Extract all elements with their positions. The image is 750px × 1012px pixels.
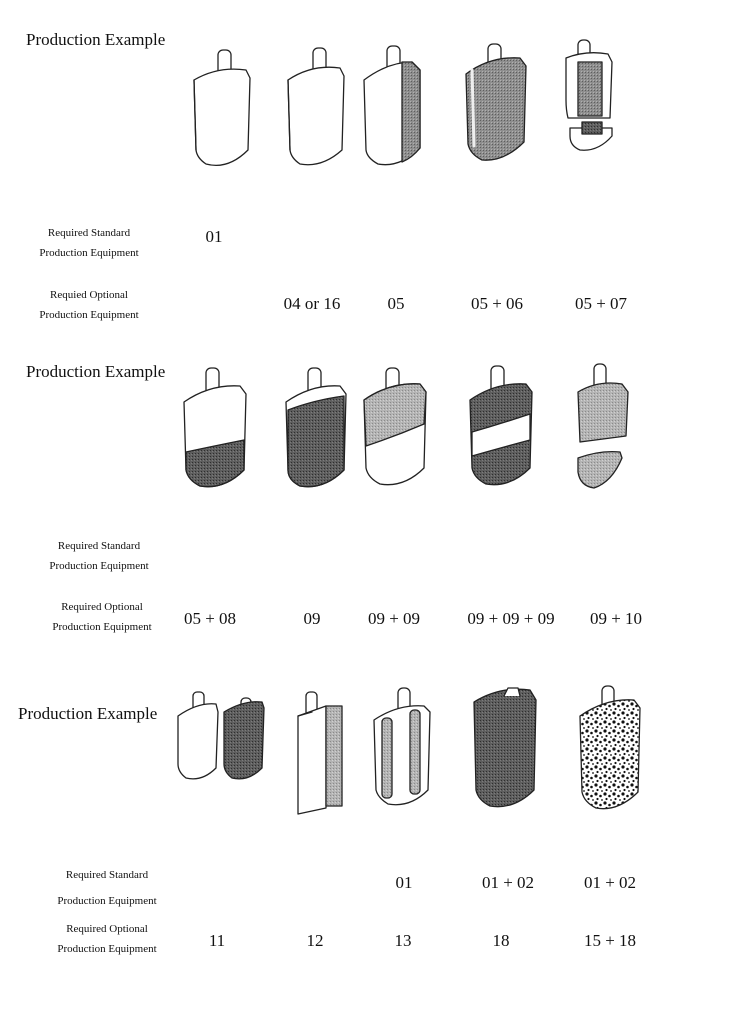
popsicle-illustration <box>374 688 430 805</box>
section-1-optional-label: Requied Optional Production Equipment <box>39 289 139 321</box>
section-3-standard-value: 01 + 02 <box>583 873 637 892</box>
popsicle-illustration <box>184 368 246 487</box>
section-3-standard-value: 01 + 02 <box>481 873 535 892</box>
popsicle-illustration <box>178 692 264 779</box>
popsicle-illustration <box>466 44 526 160</box>
popsicle-illustration <box>474 688 536 807</box>
section-3-optional-label: Required Optional Production Equipment <box>57 923 157 955</box>
section-2-optional-value: 09 + 10 <box>589 609 643 628</box>
section-1-standard-label: Required Standard Production Equipment <box>39 227 139 259</box>
section-3-standard-value: 01 <box>395 873 413 892</box>
section-3-optional-value: 11 <box>208 931 226 950</box>
section-2-optional-value: 09 <box>303 609 321 628</box>
section-1-optional-value: 05 <box>387 294 405 313</box>
section-3-optional-value: 15 + 18 <box>583 931 637 950</box>
popsicle-illustration <box>578 364 628 488</box>
section-2-standard-label: Required Standard Production Equipment <box>49 540 149 572</box>
popsicle-illustration <box>470 366 532 485</box>
section-3-standard-label: Required Standard Production Equipment <box>57 869 157 907</box>
popsicle-illustration <box>566 40 612 150</box>
section-3-optional-value: 13 <box>394 931 412 950</box>
section-1-optional-value: 04 or 16 <box>283 294 341 313</box>
popsicle-illustration <box>364 46 420 165</box>
section-1-standard-value: 01 <box>205 227 223 246</box>
section-3-title: Production Example <box>18 704 158 723</box>
popsicle-illustration <box>286 368 346 487</box>
section-2-optional-value: 09 + 09 <box>367 609 421 628</box>
popsicle-illustration <box>288 48 344 165</box>
section-2-optional-label: Required Optional Production Equipment <box>52 601 152 633</box>
section-1-optional-value: 05 + 06 <box>470 294 524 313</box>
popsicle-illustration <box>298 692 342 814</box>
section-3-optional-value: 18 <box>492 931 510 950</box>
section-2-optional-value: 05 + 08 <box>183 609 237 628</box>
section-1-optional-value: 05 + 07 <box>574 294 628 313</box>
popsicle-illustration <box>364 368 426 485</box>
section-2-optional-value: 09 + 09 + 09 <box>467 609 555 628</box>
section-3-optional-value: 12 <box>306 931 324 950</box>
section-1-title: Production Example <box>26 30 166 49</box>
popsicle-illustration <box>194 50 250 165</box>
section-2-title: Production Example <box>26 362 166 381</box>
popsicle-illustration <box>580 686 640 809</box>
